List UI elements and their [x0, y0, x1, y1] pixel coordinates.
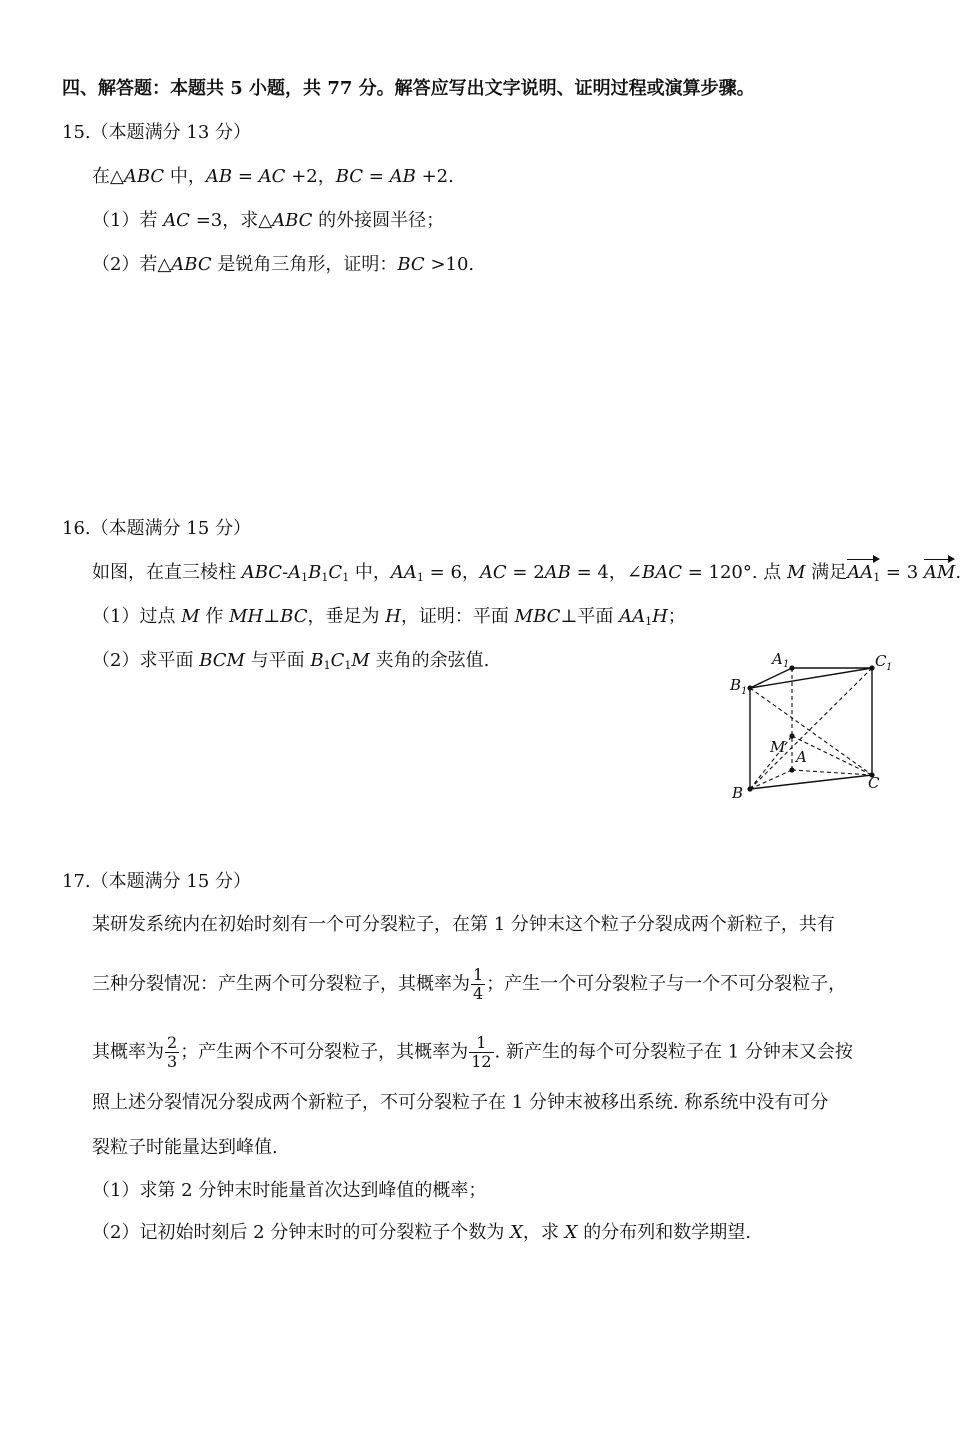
q17-line1: 某研发系统内在初始时刻有一个可分裂粒子，在第 1 分钟末这个粒子分裂成两个新粒子，共有 — [92, 914, 835, 935]
fraction-one-quarter: $\frac{1}{4}$ — [473, 965, 484, 1003]
q16-number: 16. — [62, 518, 91, 539]
point-a — [789, 767, 794, 772]
vector-am: AM — [924, 560, 955, 586]
point-b1 — [747, 685, 752, 690]
q16-title — [62, 516, 251, 542]
q17-line3: 其概率为 $\frac{2}{3}$ ；产生两个不可分裂粒子，其概率为 $\frac{1}{12}$ . 新产生的每个可分裂粒子在 1 分钟末又会按 — [92, 1033, 853, 1071]
q17-title — [62, 869, 251, 895]
label-c1: C — [875, 652, 887, 670]
q15-part2: （2）若△ABC 是锐角三角形，证明：BC >10. — [92, 254, 475, 275]
label-c: C — [868, 774, 880, 792]
label-c1-sub: 1 — [886, 662, 893, 673]
q17-part1: （1）求第 2 分钟末时能量首次达到峰值的概率； — [92, 1180, 487, 1201]
label-m: M — [770, 738, 786, 756]
q16-part2: （2）求平面 BCM 与平面 $B_1C_1M$ 夹角的余弦值. — [92, 650, 490, 672]
q16-points: （本题满分 15 分） — [90, 518, 251, 539]
label-b1-sub: 1 — [741, 686, 748, 697]
q16-part1: （1）过点 M 作 MH⊥BC，垂足为 H，证明：平面 MBC⊥平面 $AA_1H$； — [92, 606, 686, 628]
q15-points: （本题满分 13 分） — [90, 122, 251, 143]
vector-aa1: $AA_1$ — [847, 562, 881, 584]
point-b — [747, 786, 752, 791]
q17-line4: 照上述分裂情况分裂成两个新粒子，不可分裂粒子在 1 分钟末被移出系统. 称系统中没有可分 — [92, 1092, 829, 1113]
q15-title — [62, 120, 251, 146]
line-c1-b — [750, 668, 872, 789]
q15-stem: 在△ABC 中，AB = AC +2，BC = AB +2. — [92, 166, 454, 187]
q17-points: （本题满分 15 分） — [90, 871, 251, 892]
q17-line2: 三种分裂情况：产生两个可分裂粒子，其概率为 $\frac{1}{4}$ ；产生一个可分裂粒子与一个不可分裂粒子， — [92, 965, 847, 1003]
edge-a-c — [792, 770, 872, 775]
edge-b-c — [750, 775, 872, 789]
label-a1-sub: 1 — [783, 659, 790, 670]
section-header: 四、解答题：本题共 5 小题，共 77 分。解答应写出文字说明、证明过程或演算步骤。 — [62, 78, 755, 99]
point-m — [789, 733, 794, 738]
fraction-two-thirds: $\frac{2}{3}$ — [167, 1033, 178, 1071]
point-a1 — [789, 665, 794, 670]
q17-part2: （2）记初始时刻后 2 分钟末时的可分裂粒子个数为 X，求 X 的分布列和数学期望. — [92, 1222, 751, 1243]
label-a: A — [796, 748, 807, 766]
point-c1 — [869, 665, 874, 670]
label-b: B — [732, 784, 744, 802]
label-b1: B — [730, 676, 742, 694]
q15-part1: （1）若 AC =3，求△ABC 的外接圆半径； — [92, 210, 445, 231]
fraction-one-twelfth: $\frac{1}{12}$ — [471, 1033, 492, 1071]
edge-b1-c1 — [750, 668, 872, 688]
q17-line5: 裂粒子时能量达到峰值. — [92, 1137, 278, 1158]
line-b1-c — [750, 688, 872, 775]
prism-figure — [722, 648, 902, 808]
q15-number: 15. — [62, 122, 91, 143]
q17-number: 17. — [62, 871, 91, 892]
q16-stem: 如图，在直三棱柱 ABC-$A_1B_1C_1$ 中，$AA_1 = 6$，AC = 2AB = 4，∠BAC = 120°. 点 M 满足$AA_1 = 3$ AM. — [92, 562, 961, 584]
label-a1: A — [772, 650, 783, 668]
